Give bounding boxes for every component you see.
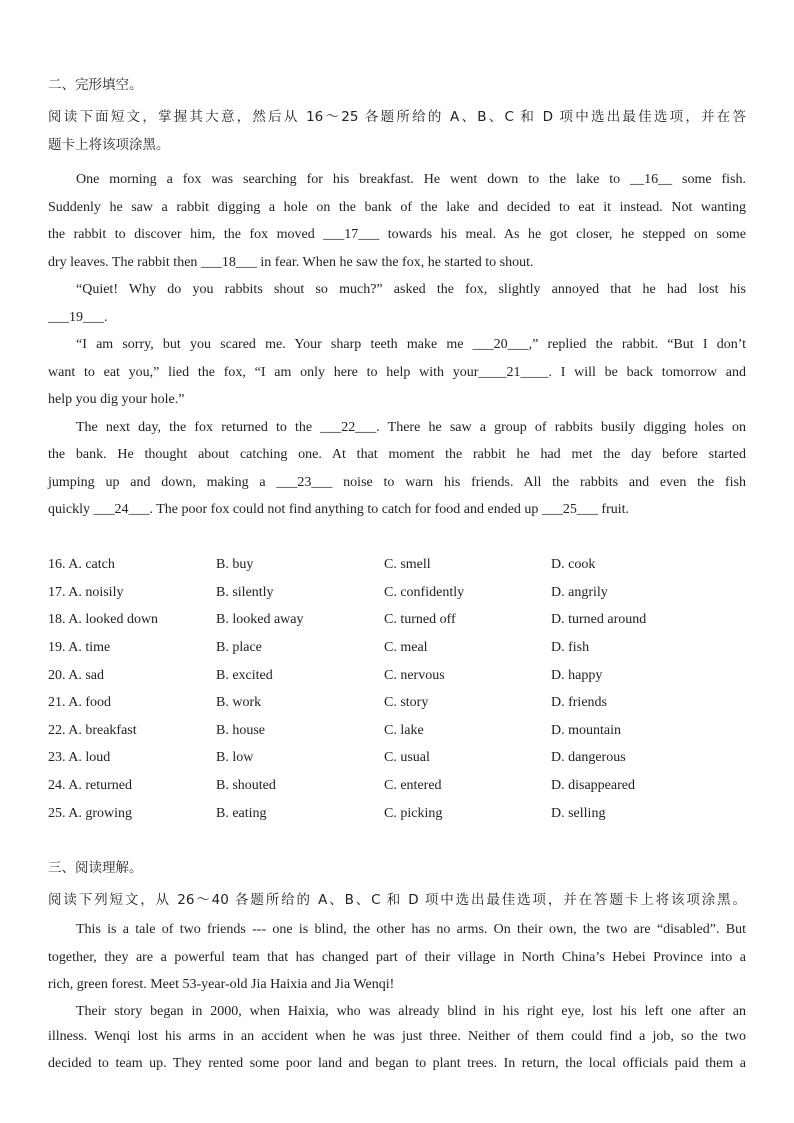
option-d: D. fish	[551, 640, 590, 655]
question-options-25	[48, 804, 748, 824]
option-c: C. meal	[384, 640, 428, 655]
passage1-line: “Quiet! Why do you rabbits shout so much?” asked the fox, slightly annoyed that he had lost his	[76, 282, 746, 297]
option-a: 23. A. loud	[48, 750, 111, 765]
option-d: D. mountain	[551, 723, 621, 738]
option-a: 19. A. time	[48, 640, 111, 655]
option-c: C. confidently	[384, 585, 465, 600]
question-options-19	[48, 638, 748, 658]
question-options-18	[48, 610, 748, 630]
question-options-21	[48, 693, 748, 713]
option-c: C. story	[384, 695, 429, 710]
option-b: B. excited	[216, 668, 273, 683]
option-d: D. cook	[551, 557, 596, 572]
passage1-line: dry leaves. The rabbit then ___18___ in fear. When he saw the fox, he started to shout.	[48, 255, 534, 270]
option-d: D. friends	[551, 695, 607, 710]
option-b: B. work	[216, 695, 262, 710]
option-b: B. looked away	[216, 612, 304, 627]
option-c: C. nervous	[384, 668, 445, 683]
question-options-23	[48, 748, 748, 768]
option-c: C. usual	[384, 750, 430, 765]
passage2-line: decided to team up. They rented some poor land and began to plant trees. In return, the local officials paid them a	[48, 1056, 746, 1071]
passage2-line: rich, green forest. Meet 53-year-old Jia Haixia and Jia Wenqi!	[48, 977, 395, 992]
option-c: C. lake	[384, 723, 424, 738]
option-c: C. entered	[384, 778, 442, 793]
question-options-22	[48, 721, 748, 741]
option-c: C. turned off	[384, 612, 456, 627]
option-d: D. happy	[551, 668, 603, 683]
passage2-line: together, they are a powerful team that has changed part of their village in North China’s Hebei Province into a	[48, 950, 746, 965]
option-b: B. eating	[216, 806, 267, 821]
option-d: D. selling	[551, 806, 606, 821]
passage1-line: quickly ___24___. The poor fox could not find anything to catch for food and ended up ___25___ fruit.	[48, 502, 630, 517]
option-d: D. angrily	[551, 585, 608, 600]
question-options-20	[48, 666, 748, 686]
passage1-line: Suddenly he saw a rabbit digging a hole on the bank of the lake and decided to eat it instead. Not wanting	[48, 200, 746, 215]
passage1-line: help you dig your hole.”	[48, 392, 185, 407]
option-a: 25. A. growing	[48, 806, 132, 821]
option-b: B. shouted	[216, 778, 276, 793]
option-d: D. dangerous	[551, 750, 626, 765]
passage1-line: the rabbit to discover him, the fox moved ___17___ towards his meal. As he got closer, he stepped on some	[48, 227, 746, 242]
passage1-line: the bank. He thought about catching one. At that moment the rabbit he had met the day before started	[48, 447, 746, 462]
option-a: 18. A. looked down	[48, 612, 159, 627]
option-b: B. buy	[216, 557, 254, 572]
question-options-24	[48, 776, 748, 796]
section3-heading: 三、阅读理解。	[48, 860, 143, 876]
option-b: B. low	[216, 750, 254, 765]
passage1-line: The next day, the fox returned to the ___22___. There he saw a group of rabbits busily digging holes on	[76, 420, 746, 435]
section2-heading: 二、完形填空。	[48, 77, 143, 93]
passage2-line: This is a tale of two friends --- one is blind, the other has no arms. On their own, the two are “disabled”. But	[76, 922, 746, 937]
option-c: C. picking	[384, 806, 443, 821]
passage1-line: “I am sorry, but you scared me. Your sharp teeth make me ___20___,” replied the rabbit. “But I don’t	[76, 337, 746, 352]
option-a: 24. A. returned	[48, 778, 132, 793]
passage1-line: want to eat you,” lied the fox, “I am only here to help with your____21____. I will be back tomorrow and	[48, 365, 746, 380]
section3-instruction: 阅读下列短文，从 26～40 各题所给的 A、B、C 和 D 项中选出最佳选项，并在答题卡上将该项涂黑。	[48, 892, 746, 908]
option-a: 17. A. noisily	[48, 585, 124, 600]
section2-instruction-line-2: 题卡上将该项涂黑。	[48, 137, 170, 153]
option-d: D. disappeared	[551, 778, 635, 793]
option-b: B. place	[216, 640, 262, 655]
passage2-line: Their story began in 2000, when Haixia, who was already blind in his right eye, lost his left one after an	[76, 1004, 746, 1019]
question-options-17	[48, 583, 748, 603]
question-options-16	[48, 555, 748, 575]
option-a: 22. A. breakfast	[48, 723, 137, 738]
section2-instruction-line-1: 阅读下面短文，掌握其大意，然后从 16～25 各题所给的 A、B、C 和 D 项中选出最佳选项，并在答	[48, 109, 746, 125]
option-b: B. silently	[216, 585, 274, 600]
option-d: D. turned around	[551, 612, 647, 627]
option-a: 21. A. food	[48, 695, 111, 710]
option-a: 20. A. sad	[48, 668, 104, 683]
option-a: 16. A. catch	[48, 557, 115, 572]
option-c: C. smell	[384, 557, 431, 572]
passage1-line: jumping up and down, making a ___23___ noise to warn his friends. All the rabbits and even the fish	[48, 475, 746, 490]
option-b: B. house	[216, 723, 265, 738]
passage1-line: ___19___.	[48, 310, 108, 325]
passage1-line: One morning a fox was searching for his breakfast. He went down to the lake to __16__ some fish.	[76, 172, 746, 187]
passage2-line: illness. Wenqi lost his arms in an accident when he was just three. Neither of them could find a job, so the two	[48, 1029, 746, 1044]
